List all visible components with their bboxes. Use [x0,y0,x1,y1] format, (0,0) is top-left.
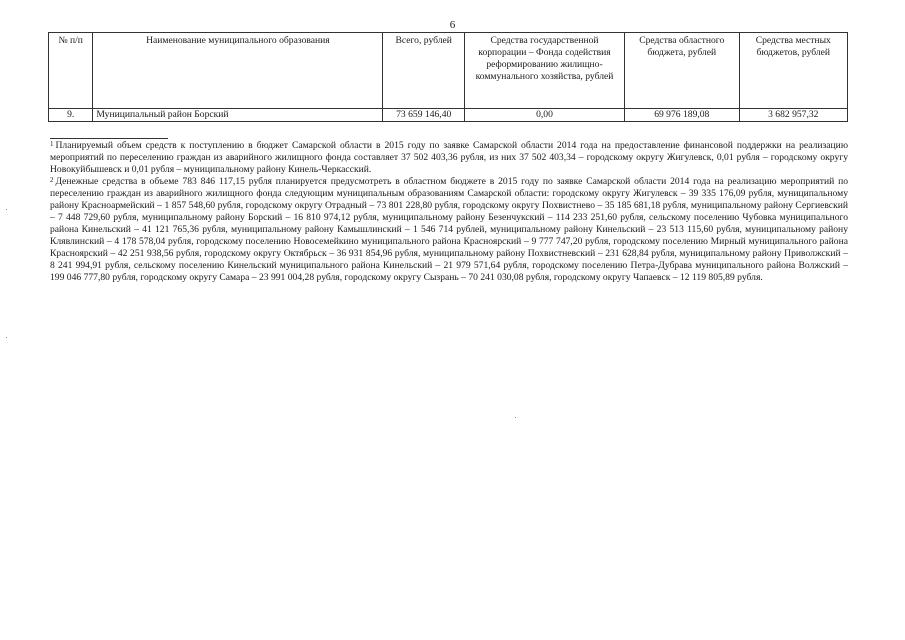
scan-speck [6,209,7,210]
scan-speck [515,417,516,418]
header-total: Всего, рублей [383,33,465,109]
cell-fund-corporation: 0,00 [464,109,624,122]
cell-municipality-name: Муниципальный район Борский [93,109,383,122]
footnote-2-text: Денежные средства в объеме 783 846 117,15 рубля планируется предусмотреть в областном бюджете в 2015 году по заявке Самарской области 2014 года на реализацию мероприятий по переселению граждан из аварийного жилищного фонда следующим муниципальным образованиям Самарской области: городскому округу Жигулевск – 39 335 176,09 рубля, муниципальному району Красноармейский – 1 857 548,60 рубля, городскому округу Отрадный – 73 801 228,80 рубля, городскому округу Похвистнево – 35 185 681,18 рубля, муниципальному району Сергиевский – 7 448 729,60 рубля, муниципальному району Борский – 16 810 974,12 рубля, муниципальному району Безенчукский – 114 233 251,60 рубля, сельскому поселению Чубовка муниципального района Кинельский – 41 121 765,36 рубля, муниципальному району Камышлинский – 1 546 714 рублей, муниципальному району Кинельский – 23 513 115,60 рубля, муниципальному району Клявлинский – 4 178 578,04 рубля, городскому поселению Новосемейкино муниципального района Красноярский – 9 777 747,20 рубля, городскому поселению Мирный муниципального района Красноярский – 42 251 938,56 рубля, городскому округу Октябрьск – 36 931 854,96 рубля, муниципальному району Похвистневский – 231 628,84 рубля, муниципальному району Приволжский – 8 241 994,91 рубля, сельскому поселению Кинельский муниципального района Кинельский – 21 979 571,64 рубля, городскому поселению Петра-Дубрава муниципального района Волжский – 199 046 777,80 рубля, городскому округу Самара – 23 991 004,28 рубля, городскому округу Сызрань – 70 241 030,08 рубля, городскому округу Чапаевск – 12 119 805,89 рубля. [50,176,848,283]
header-local-budget: Средства местных бюджетов, рублей [739,33,847,109]
footnote-1-paragraph [50,140,848,176]
footnote-2-paragraph [50,176,848,284]
footnote-2-mark: 2 [50,176,54,184]
footnote-1 [50,140,848,176]
header-number: № п/п [49,33,93,109]
table-header [49,33,848,109]
page-number: 6 [449,19,456,31]
header-municipality-name: Наименование муниципального образования [93,33,383,109]
footnote-2 [50,176,848,284]
table-header-row [49,33,848,109]
header-regional-budget: Средства областного бюджета, рублей [624,33,739,109]
footnote-1-mark: 1 [50,140,54,148]
scan-speck [6,337,7,338]
cell-total: 73 659 146,40 [383,109,465,122]
funding-table [48,32,848,122]
table-body [49,109,848,122]
cell-regional-budget: 69 976 189,08 [624,109,739,122]
footnote-1-text: Планируемый объем средств к поступлению в бюджет Самарской области в 2015 году по заявке Самарской области 2014 года на предоставление финансовой поддержки на реализацию мероприятий по переселению граждан из аварийного жилищного фонда составляет 37 502 403,36 рубля, из них 37 502 403,34 – городскому округу Жигулевск, 0,01 рубля – городскому округу Новокуйбышевск и 0,01 рубля – муниципальному району Кинель-Черкасский. [50,140,848,175]
footnotes [50,140,848,284]
footnote-separator [50,138,168,139]
cell-number: 9. [49,109,93,122]
cell-local-budget: 3 682 957,32 [739,109,847,122]
header-fund-corporation: Средства государственной корпорации – Фонда содействия реформированию жилищно-коммунального хозяйства, рублей [464,33,624,109]
table-row [49,109,848,122]
